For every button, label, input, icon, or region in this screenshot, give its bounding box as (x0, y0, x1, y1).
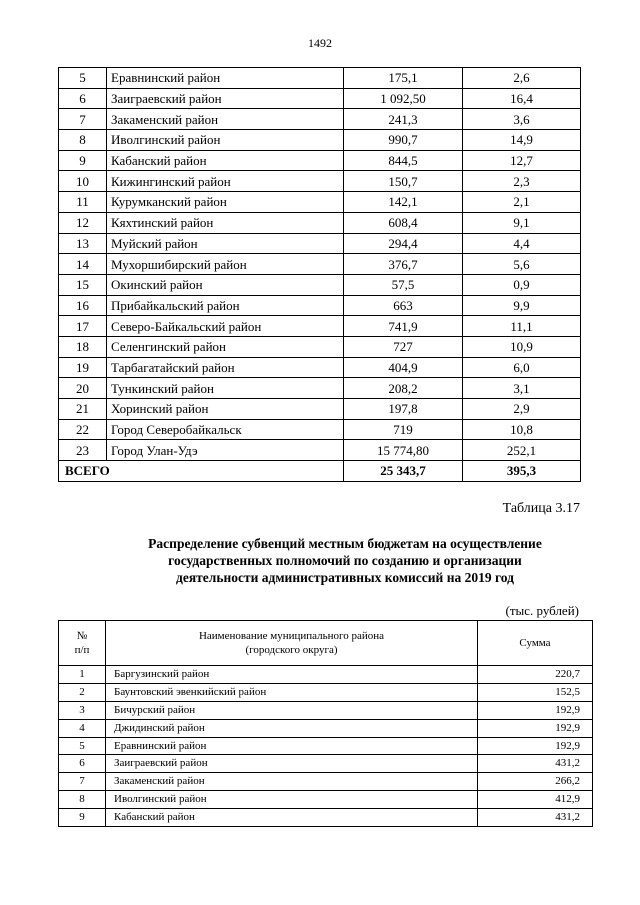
district-name: Баргузинский район (106, 666, 478, 684)
district-name: Закаменский район (107, 109, 344, 130)
district-name: Иволгинский район (106, 791, 478, 809)
sum-value: 431,2 (478, 755, 593, 773)
table-row (59, 791, 593, 809)
row-number: 17 (59, 316, 107, 337)
amount-value: 990,7 (344, 130, 463, 151)
row-number: 3 (59, 701, 106, 719)
row-number: 11 (59, 192, 107, 213)
row-number: 19 (59, 357, 107, 378)
row-number: 5 (59, 737, 106, 755)
sum-value: 412,9 (478, 791, 593, 809)
row-number: 8 (59, 130, 107, 151)
district-name: Баунтовский эвенкийский район (106, 683, 478, 701)
sum-value: 431,2 (478, 809, 593, 827)
header-name-line-2: (городского округа) (245, 644, 338, 656)
amount-value: 57,5 (344, 274, 463, 295)
table-row (59, 419, 581, 440)
table-row (59, 737, 593, 755)
row-number: 15 (59, 274, 107, 295)
district-name: Бичурский район (106, 701, 478, 719)
share-value: 9,1 (463, 212, 581, 233)
row-number: 18 (59, 336, 107, 357)
share-value: 3,1 (463, 378, 581, 399)
row-number: 2 (59, 683, 106, 701)
district-name: Иволгинский район (107, 130, 344, 151)
table-row (59, 88, 581, 109)
share-value: 2,6 (463, 68, 581, 89)
district-name: Селенгинский район (107, 336, 344, 357)
amount-value: 241,3 (344, 109, 463, 130)
sum-value: 152,5 (478, 683, 593, 701)
heading-line-2: государственных полномочий по созданию и организации (168, 553, 522, 568)
row-number: 9 (59, 809, 106, 827)
subvention-table-continued (58, 67, 581, 482)
table-row (59, 719, 593, 737)
row-number: 5 (59, 68, 107, 89)
table-row (59, 701, 593, 719)
district-name: Курумканский район (107, 192, 344, 213)
table-row (59, 357, 581, 378)
row-number: 10 (59, 171, 107, 192)
table-row (59, 192, 581, 213)
header-name-line-1: Наименование муниципального района (198, 630, 385, 642)
page-number: 1492 (308, 36, 332, 50)
table-row (59, 68, 581, 89)
share-value: 10,8 (463, 419, 581, 440)
district-name: Кижингинский район (107, 171, 344, 192)
district-name: Заиграевский район (106, 755, 478, 773)
share-value: 6,0 (463, 357, 581, 378)
table-heading (90, 535, 600, 586)
table2-body (59, 621, 593, 827)
table-row (59, 336, 581, 357)
amount-value: 208,2 (344, 378, 463, 399)
row-number: 7 (59, 109, 107, 130)
amount-value: 727 (344, 336, 463, 357)
share-value: 11,1 (463, 316, 581, 337)
total-amount: 25 343,7 (344, 461, 463, 482)
table-row (59, 274, 581, 295)
district-name: Мухоршибирский район (107, 254, 344, 275)
row-number: 12 (59, 212, 107, 233)
share-value: 5,6 (463, 254, 581, 275)
row-number: 16 (59, 295, 107, 316)
row-number: 6 (59, 88, 107, 109)
district-name: Город Северобайкальск (107, 419, 344, 440)
district-name: Город Улан-Удэ (107, 440, 344, 461)
district-name: Муйский район (107, 233, 344, 254)
amount-value: 608,4 (344, 212, 463, 233)
share-value: 14,9 (463, 130, 581, 151)
sum-value: 266,2 (478, 773, 593, 791)
header-num-line-1: № (76, 630, 88, 642)
row-number: 20 (59, 378, 107, 399)
table-row (59, 212, 581, 233)
table-row (59, 150, 581, 171)
total-share: 395,3 (463, 461, 581, 482)
heading-line-1: Распределение субвенций местным бюджетам на осуществление (148, 536, 542, 551)
district-name: Хоринский район (107, 399, 344, 420)
district-name: Тункинский район (107, 378, 344, 399)
share-value: 2,9 (463, 399, 581, 420)
table-row (59, 295, 581, 316)
table-row (59, 171, 581, 192)
table-row (59, 809, 593, 827)
row-number: 23 (59, 440, 107, 461)
share-value: 9,9 (463, 295, 581, 316)
sum-value: 192,9 (478, 719, 593, 737)
table-row (59, 254, 581, 275)
table-caption: Таблица 3.17 (502, 501, 580, 516)
amount-value: 741,9 (344, 316, 463, 337)
share-value: 12,7 (463, 150, 581, 171)
table-row (59, 683, 593, 701)
share-value: 2,1 (463, 192, 581, 213)
row-number: 14 (59, 254, 107, 275)
amount-value: 150,7 (344, 171, 463, 192)
table-row (59, 773, 593, 791)
row-number: 7 (59, 773, 106, 791)
district-name: Заиграевский район (107, 88, 344, 109)
amount-value: 15 774,80 (344, 440, 463, 461)
district-name: Закаменский район (106, 773, 478, 791)
district-name: Прибайкальский район (107, 295, 344, 316)
share-value: 3,6 (463, 109, 581, 130)
table-row (59, 130, 581, 151)
header-num-line-2: п/п (74, 644, 90, 656)
district-name: Северо-Байкальский район (107, 316, 344, 337)
table-row (59, 440, 581, 461)
district-name: Еравнинский район (106, 737, 478, 755)
table-header-row (59, 621, 593, 666)
district-name: Кабанский район (106, 809, 478, 827)
district-name: Джидинский район (106, 719, 478, 737)
row-number: 9 (59, 150, 107, 171)
district-name: Еравнинский район (107, 68, 344, 89)
row-number: 21 (59, 399, 107, 420)
amount-value: 404,9 (344, 357, 463, 378)
amount-value: 175,1 (344, 68, 463, 89)
amount-value: 142,1 (344, 192, 463, 213)
row-number: 4 (59, 719, 106, 737)
table-row (59, 399, 581, 420)
share-value: 16,4 (463, 88, 581, 109)
administrative-commissions-table (58, 620, 593, 827)
total-row (59, 461, 581, 482)
share-value: 0,9 (463, 274, 581, 295)
share-value: 10,9 (463, 336, 581, 357)
row-number: 13 (59, 233, 107, 254)
share-value: 252,1 (463, 440, 581, 461)
amount-value: 294,4 (344, 233, 463, 254)
sum-value: 220,7 (478, 666, 593, 684)
share-value: 4,4 (463, 233, 581, 254)
sum-value: 192,9 (478, 737, 593, 755)
row-number: 22 (59, 419, 107, 440)
sum-value: 192,9 (478, 701, 593, 719)
table-row (59, 755, 593, 773)
district-name: Кяхтинский район (107, 212, 344, 233)
table-row (59, 316, 581, 337)
row-number: 6 (59, 755, 106, 773)
header-name (106, 621, 478, 666)
header-sum: Сумма (478, 621, 593, 666)
total-label: ВСЕГО (59, 461, 344, 482)
heading-line-3: деятельности административных комиссий на 2019 год (176, 570, 514, 585)
district-name: Окинский район (107, 274, 344, 295)
row-number: 8 (59, 791, 106, 809)
amount-value: 197,8 (344, 399, 463, 420)
share-value: 2,3 (463, 171, 581, 192)
header-num (59, 621, 106, 666)
table1-body (59, 68, 581, 482)
amount-value: 1 092,50 (344, 88, 463, 109)
amount-value: 719 (344, 419, 463, 440)
row-number: 1 (59, 666, 106, 684)
district-name: Кабанский район (107, 150, 344, 171)
district-name: Тарбагатайский район (107, 357, 344, 378)
amount-value: 844,5 (344, 150, 463, 171)
table-row (59, 109, 581, 130)
table-row (59, 378, 581, 399)
amount-value: 663 (344, 295, 463, 316)
table-row (59, 233, 581, 254)
units-label: (тыс. рублей) (505, 603, 579, 618)
table-row (59, 666, 593, 684)
amount-value: 376,7 (344, 254, 463, 275)
